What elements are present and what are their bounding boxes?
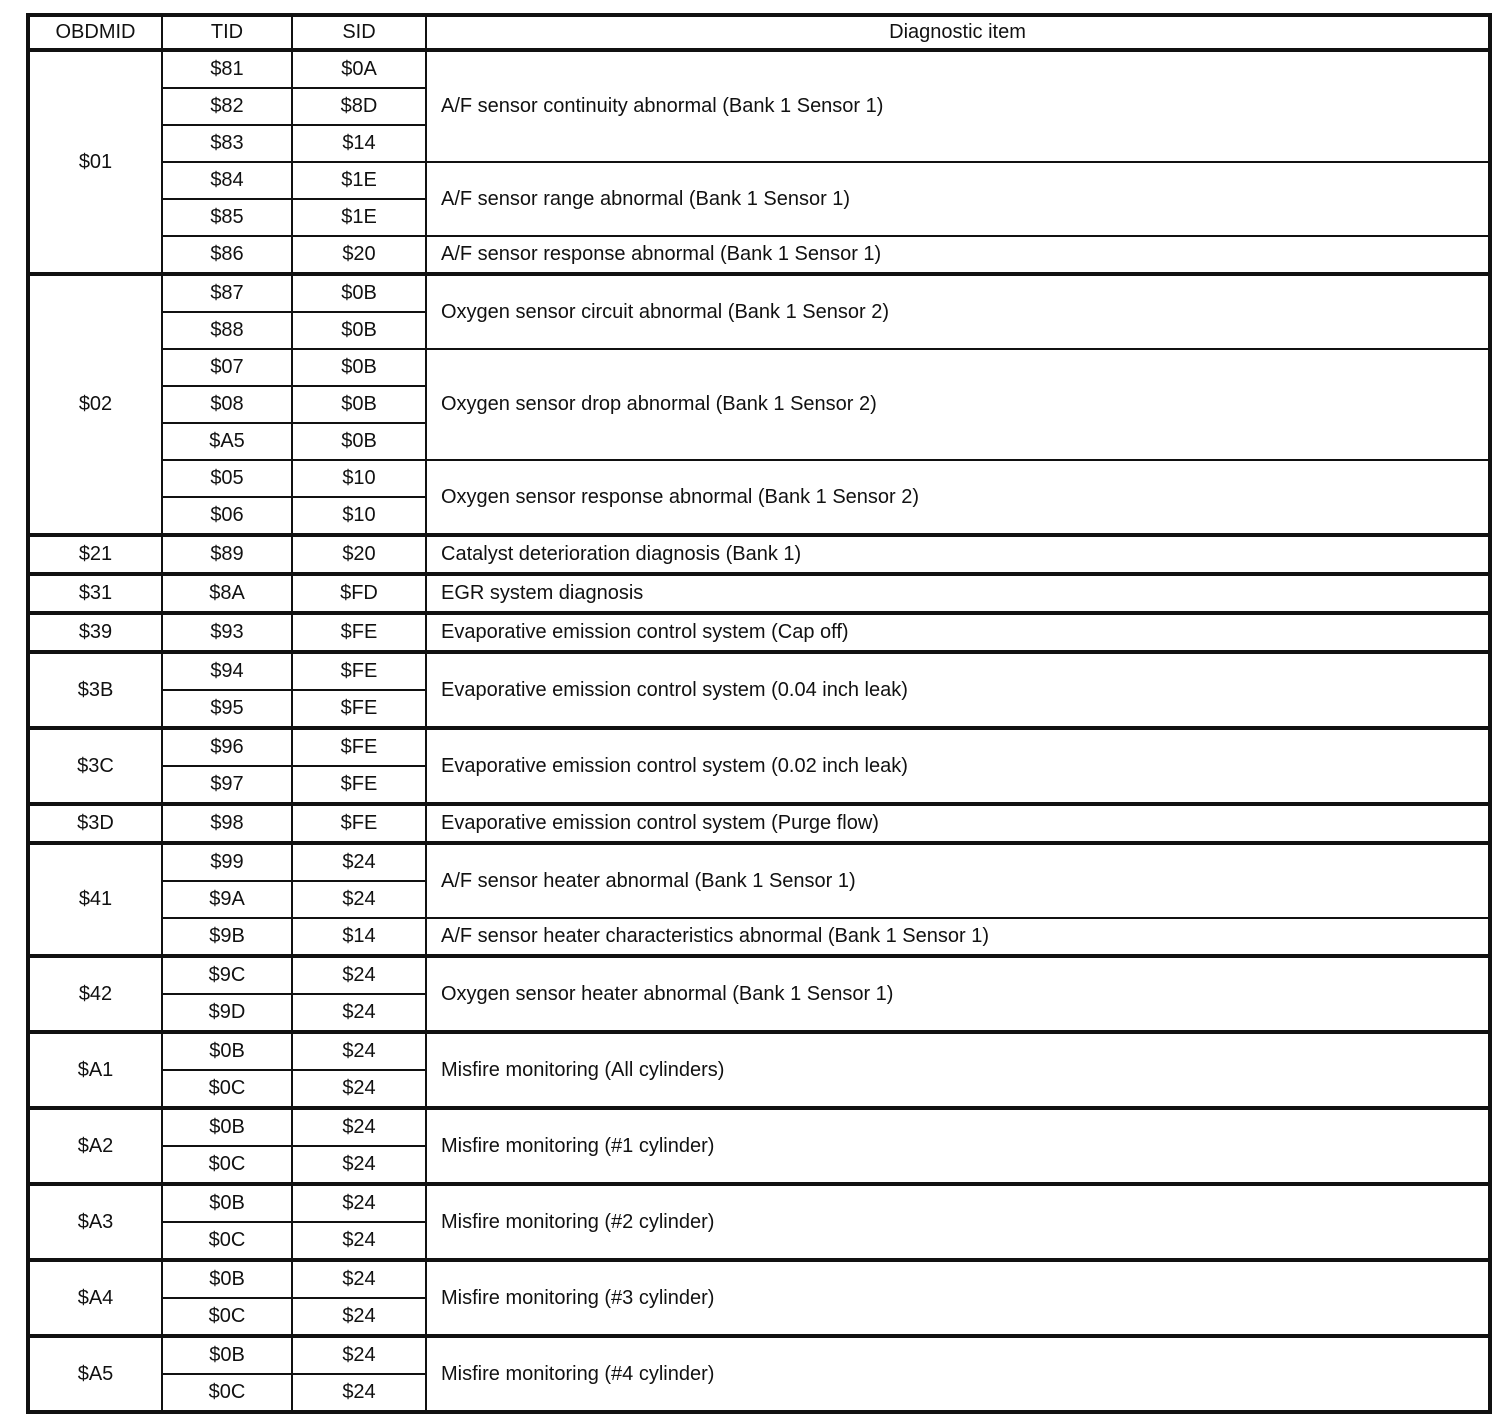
tid-cell: $99: [162, 843, 292, 881]
diagnostic-item-cell: EGR system diagnosis: [426, 574, 1490, 613]
table-row: [28, 804, 1490, 843]
table-row: [28, 843, 1490, 881]
tid-cell: $93: [162, 613, 292, 652]
tid-cell: $A5: [162, 423, 292, 460]
table-row: [28, 1108, 1490, 1146]
sid-cell: $24: [292, 1298, 426, 1336]
table-row: [28, 460, 1490, 497]
tid-cell: $0C: [162, 1070, 292, 1108]
tid-cell: $9D: [162, 994, 292, 1032]
diagnostic-item-cell: A/F sensor heater characteristics abnormal (Bank 1 Sensor 1): [426, 918, 1490, 956]
table-row: [28, 1336, 1490, 1374]
sid-cell: $0A: [292, 50, 426, 88]
obdmid-cell: $A2: [28, 1108, 162, 1184]
sid-cell: $1E: [292, 199, 426, 236]
diagnostic-item-cell: Evaporative emission control system (Purge flow): [426, 804, 1490, 843]
table-row: [28, 1032, 1490, 1070]
table-row: [28, 652, 1490, 690]
sid-cell: $20: [292, 535, 426, 574]
tid-cell: $9A: [162, 881, 292, 918]
table-row: [28, 918, 1490, 956]
diagnostic-item-cell: Oxygen sensor heater abnormal (Bank 1 Sensor 1): [426, 956, 1490, 1032]
tid-cell: $81: [162, 50, 292, 88]
diagnostic-item-cell: A/F sensor range abnormal (Bank 1 Sensor 1): [426, 162, 1490, 236]
sid-cell: $24: [292, 1146, 426, 1184]
table-row: [28, 162, 1490, 199]
tid-cell: $05: [162, 460, 292, 497]
sid-cell: $10: [292, 497, 426, 535]
sid-cell: $FD: [292, 574, 426, 613]
diagnostic-item-cell: Oxygen sensor response abnormal (Bank 1 Sensor 2): [426, 460, 1490, 535]
sid-cell: $0B: [292, 274, 426, 312]
tid-cell: $08: [162, 386, 292, 423]
header-tid: TID: [162, 15, 292, 50]
sid-cell: $24: [292, 956, 426, 994]
table-row: [28, 1260, 1490, 1298]
sid-cell: $FE: [292, 690, 426, 728]
tid-cell: $84: [162, 162, 292, 199]
diagnostic-item-cell: Misfire monitoring (#4 cylinder): [426, 1336, 1490, 1412]
diagnostic-table: [26, 13, 1492, 1414]
tid-cell: $95: [162, 690, 292, 728]
diagnostic-item-cell: Misfire monitoring (#2 cylinder): [426, 1184, 1490, 1260]
obdmid-cell: $42: [28, 956, 162, 1032]
diagnostic-item-cell: Misfire monitoring (All cylinders): [426, 1032, 1490, 1108]
tid-cell: $94: [162, 652, 292, 690]
tid-cell: $9C: [162, 956, 292, 994]
tid-cell: $98: [162, 804, 292, 843]
tid-cell: $96: [162, 728, 292, 766]
header-sid: SID: [292, 15, 426, 50]
table-body: [28, 50, 1490, 1412]
diagnostic-item-cell: Oxygen sensor circuit abnormal (Bank 1 Sensor 2): [426, 274, 1490, 349]
tid-cell: $97: [162, 766, 292, 804]
tid-cell: $0C: [162, 1374, 292, 1412]
obdmid-cell: $31: [28, 574, 162, 613]
tid-cell: $8A: [162, 574, 292, 613]
table-row: [28, 236, 1490, 274]
tid-cell: $83: [162, 125, 292, 162]
sid-cell: $24: [292, 1374, 426, 1412]
sid-cell: $24: [292, 1222, 426, 1260]
tid-cell: $0B: [162, 1336, 292, 1374]
table-row: [28, 274, 1490, 312]
diagnostic-item-cell: Misfire monitoring (#3 cylinder): [426, 1260, 1490, 1336]
tid-cell: $0B: [162, 1260, 292, 1298]
obdmid-cell: $21: [28, 535, 162, 574]
diagnostic-item-cell: A/F sensor continuity abnormal (Bank 1 Sensor 1): [426, 50, 1490, 162]
sid-cell: $0B: [292, 423, 426, 460]
tid-cell: $0C: [162, 1298, 292, 1336]
obdmid-cell: $3B: [28, 652, 162, 728]
tid-cell: $0C: [162, 1222, 292, 1260]
tid-cell: $0B: [162, 1032, 292, 1070]
header-obdmid: OBDMID: [28, 15, 162, 50]
header-row: [28, 15, 1490, 50]
sid-cell: $1E: [292, 162, 426, 199]
diagnostic-item-cell: Evaporative emission control system (Cap off): [426, 613, 1490, 652]
tid-cell: $89: [162, 535, 292, 574]
sid-cell: $0B: [292, 312, 426, 349]
sid-cell: $FE: [292, 766, 426, 804]
sid-cell: $14: [292, 918, 426, 956]
sid-cell: $14: [292, 125, 426, 162]
obdmid-cell: $A5: [28, 1336, 162, 1412]
obdmid-cell: $A3: [28, 1184, 162, 1260]
sid-cell: $24: [292, 1260, 426, 1298]
diagnostic-item-cell: A/F sensor response abnormal (Bank 1 Sensor 1): [426, 236, 1490, 274]
sid-cell: $24: [292, 1184, 426, 1222]
header-diagnostic-item: Diagnostic item: [426, 15, 1490, 50]
table-row: [28, 956, 1490, 994]
tid-cell: $0B: [162, 1108, 292, 1146]
tid-cell: $88: [162, 312, 292, 349]
table-row: [28, 50, 1490, 88]
diagnostic-item-cell: Evaporative emission control system (0.04 inch leak): [426, 652, 1490, 728]
table-row: [28, 728, 1490, 766]
sid-cell: $24: [292, 881, 426, 918]
obdmid-cell: $39: [28, 613, 162, 652]
sid-cell: $24: [292, 1032, 426, 1070]
table-row: [28, 574, 1490, 613]
tid-cell: $9B: [162, 918, 292, 956]
diagnostic-item-cell: Misfire monitoring (#1 cylinder): [426, 1108, 1490, 1184]
tid-cell: $85: [162, 199, 292, 236]
table-row: [28, 349, 1490, 386]
diagnostic-item-cell: Oxygen sensor drop abnormal (Bank 1 Sensor 2): [426, 349, 1490, 460]
sid-cell: $24: [292, 1336, 426, 1374]
table-row: [28, 1184, 1490, 1222]
sid-cell: $FE: [292, 728, 426, 766]
diagnostic-item-cell: Evaporative emission control system (0.02 inch leak): [426, 728, 1490, 804]
diagnostic-item-cell: A/F sensor heater abnormal (Bank 1 Sensor 1): [426, 843, 1490, 918]
obdmid-cell: $A1: [28, 1032, 162, 1108]
obdmid-cell: $A4: [28, 1260, 162, 1336]
sid-cell: $FE: [292, 652, 426, 690]
tid-cell: $06: [162, 497, 292, 535]
sid-cell: $24: [292, 1070, 426, 1108]
sid-cell: $24: [292, 843, 426, 881]
sid-cell: $0B: [292, 349, 426, 386]
sid-cell: $24: [292, 1108, 426, 1146]
tid-cell: $82: [162, 88, 292, 125]
sid-cell: $0B: [292, 386, 426, 423]
obdmid-cell: $01: [28, 50, 162, 274]
sid-cell: $FE: [292, 804, 426, 843]
obdmid-cell: $3D: [28, 804, 162, 843]
tid-cell: $0C: [162, 1146, 292, 1184]
diagnostic-item-cell: Catalyst deterioration diagnosis (Bank 1): [426, 535, 1490, 574]
tid-cell: $0B: [162, 1184, 292, 1222]
obdmid-cell: $02: [28, 274, 162, 535]
table-row: [28, 613, 1490, 652]
sid-cell: $24: [292, 994, 426, 1032]
tid-cell: $86: [162, 236, 292, 274]
obdmid-cell: $3C: [28, 728, 162, 804]
sid-cell: $FE: [292, 613, 426, 652]
tid-cell: $07: [162, 349, 292, 386]
tid-cell: $87: [162, 274, 292, 312]
table-row: [28, 535, 1490, 574]
obdmid-cell: $41: [28, 843, 162, 956]
sid-cell: $10: [292, 460, 426, 497]
sid-cell: $20: [292, 236, 426, 274]
sid-cell: $8D: [292, 88, 426, 125]
